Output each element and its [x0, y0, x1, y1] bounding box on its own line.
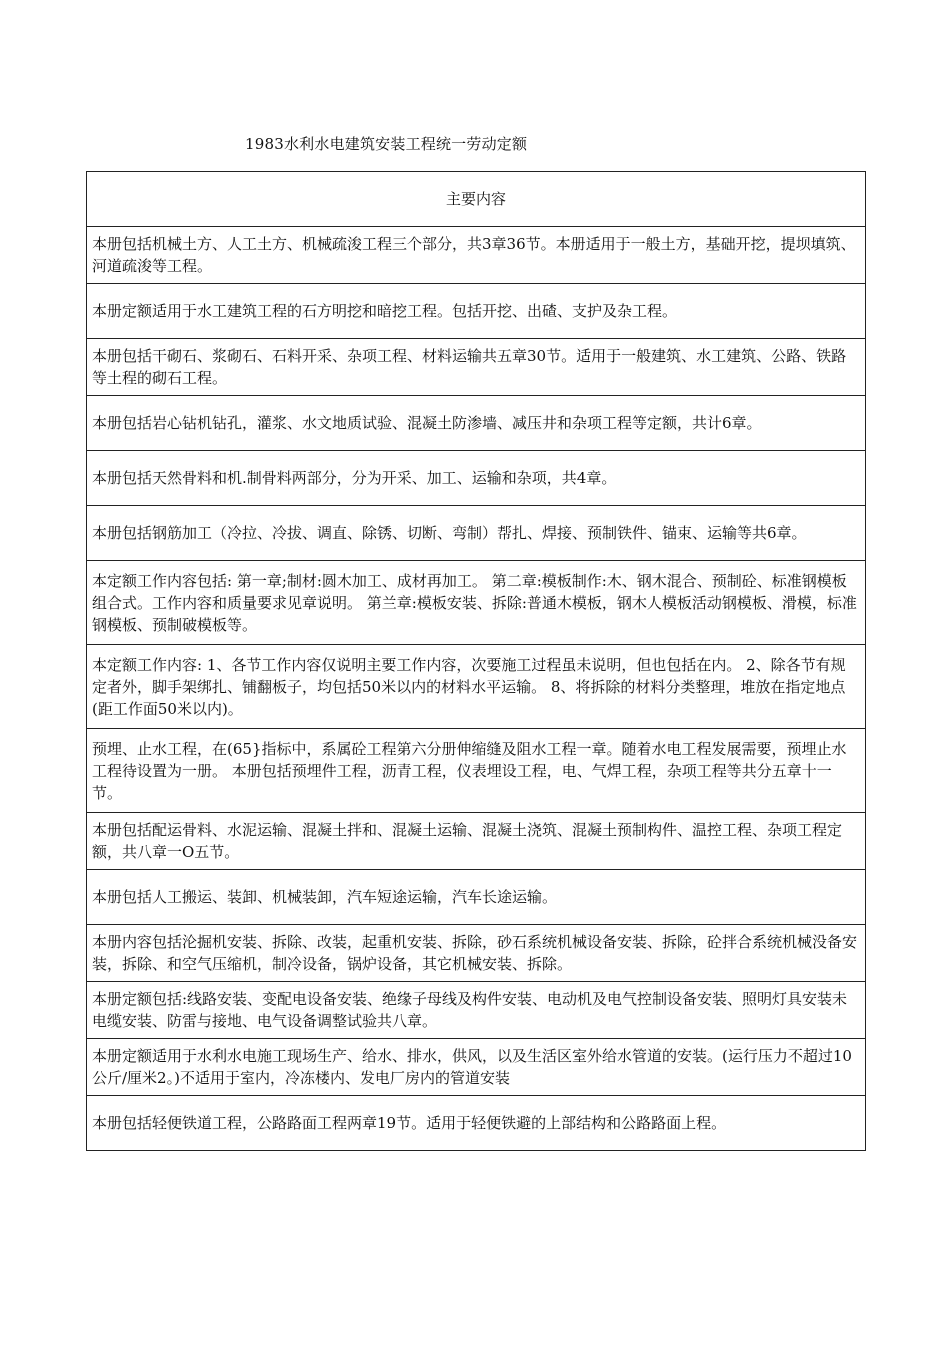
table-header-cell: 主要内容 [87, 172, 866, 227]
table-row [87, 1039, 866, 1096]
table-cell: 本册内容包括沦掘机安装、拆除、改装，起重机安装、拆除，砂石系统机械设备安装、拆除，砼拌合系统机械没备安装，拆除、和空气压缩机，制冷设备，锅炉设备，其它机械安装、拆除。 [87, 925, 866, 982]
table-cell: 本册定额适用于水利水电施工现场生产、给水、排水，供风，以及生活区室外给水管道的安装。(运行压力不超过10公斤/厘米2。)不适用于室内，冷冻楼内、发电厂房内的管道安装 [87, 1039, 866, 1096]
table-cell: 预埋、止水工程，在(65}指标中，系属砼工程第六分册伸缩缝及阻水工程一章。随着水电工程发展需要，预埋止水工程待设置为一册。 本册包括预埋件工程，沥青工程，仪表埋设工程，电、气焊工程，杂项工程等共分五章十一节。 [87, 729, 866, 813]
table-row [87, 561, 866, 645]
table-row [87, 645, 866, 729]
table-row [87, 870, 866, 925]
table-cell: 本册包括岩心钻机钻孔，灌浆、水文地质试验、混凝土防渗墙、减压井和杂项工程等定额，共计6章。 [87, 396, 866, 451]
table-row [87, 339, 866, 396]
table-cell: 本定额工作内容包括: 第一章;制材:圆木加工、成材再加工。 第二章:模板制作:木、钢木混合、预制砼、标准钢模板组合式。工作内容和质量要求见章说明。 第兰章:模板安装、拆除:普通木模板，钢木人模板活动钢模板、滑模，标准钢模板、预制破模板等。 [87, 561, 866, 645]
table-cell: 本册包括配运骨料、水泥运输、混凝土拌和、混凝土运输、混凝土浇筑、混凝土预制构件、温控工程、杂项工程定额，共八章一O五节。 [87, 813, 866, 870]
content-table [86, 171, 866, 1151]
table-row [87, 227, 866, 284]
table-cell: 本册包括钢筋加工（冷拉、冷拔、调直、除锈、切断、弯制）帮扎、焊接、预制铁件、锚束、运输等共6章。 [87, 506, 866, 561]
table-cell: 本册定额包括:线路安装、变配电设备安装、绝缘子母线及构件安装、电动机及电气控制设备安装、照明灯具安装未电缆安装、防雷与接地、电气设备调整试验共八章。 [87, 982, 866, 1039]
table-cell: 本册包括天然骨料和机.制骨料两部分，分为开采、加工、运输和杂项，共4章。 [87, 451, 866, 506]
table-cell: 本册包括机械土方、人工土方、机械疏浚工程三个部分，共3章36节。本册适用于一般土方，基础开挖，提坝填筑、河道疏浚等工程。 [87, 227, 866, 284]
table-cell: 本册定额适用于水工建筑工程的石方明挖和暗挖工程。包括开挖、出碴、支护及杂工程。 [87, 284, 866, 339]
page-title: 1983水利水电建筑安装工程统一劳动定额 [245, 135, 528, 153]
table-row [87, 982, 866, 1039]
table-row [87, 396, 866, 451]
table-cell: 本定额工作内容: 1、各节工作内容仅说明主要工作内容，次要施工过程虽未说明，但也包括在内。 2、除各节有规定者外，脚手架绑扎、铺翻板子，均包括50米以内的材料水平运输。 8、将拆除的材料分类整理，堆放在指定地点(距工作面50米以内)。 [87, 645, 866, 729]
table-cell: 本册包括干砌石、浆砌石、石料开采、杂项工程、材料运输共五章30节。适用于一般建筑、水工建筑、公路、铁路等土程的砌石工程。 [87, 339, 866, 396]
table-header-row [87, 172, 866, 227]
table-row [87, 813, 866, 870]
table-row [87, 284, 866, 339]
table-cell: 本册包括人工搬运、装卸、机械装卸，汽车短途运输，汽车长途运输。 [87, 870, 866, 925]
table-row [87, 1096, 866, 1151]
table-row [87, 925, 866, 982]
table-row [87, 506, 866, 561]
table-row [87, 729, 866, 813]
table-row [87, 451, 866, 506]
table-cell: 本册包括轻便铁道工程，公路路面工程两章19节。适用于轻便铁避的上部结构和公路路面上程。 [87, 1096, 866, 1151]
